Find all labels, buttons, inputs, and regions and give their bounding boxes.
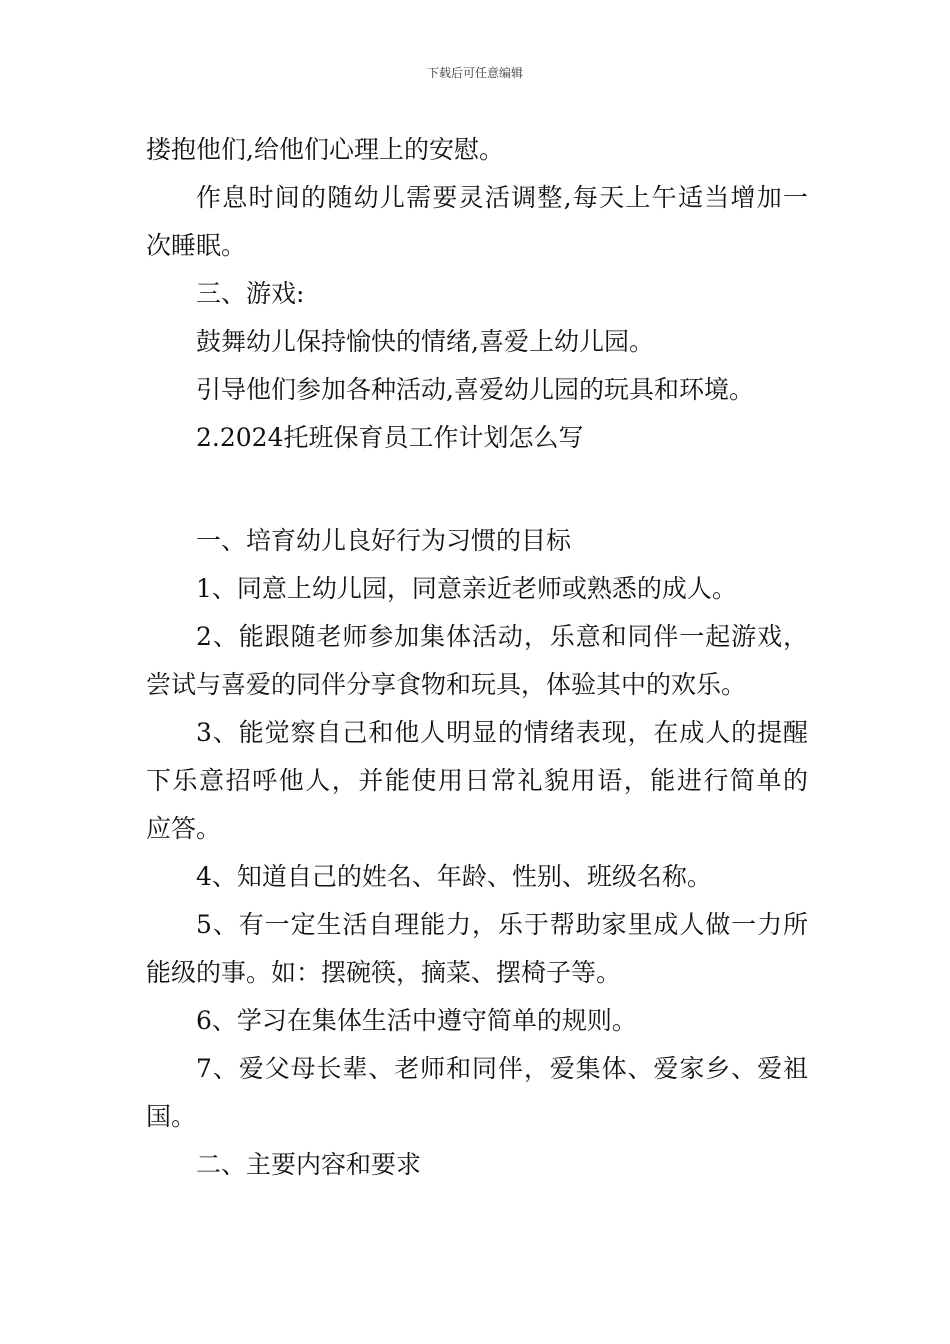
list-item-continuation: 能级的事。如：摆碗筷，摘菜、摆椅子等。 [146,958,622,987]
paragraph-line: 搂抱他们,给他们心理上的安慰。 [146,135,504,164]
list-item-continuation: 国。 [146,1102,197,1131]
list-item: 4、知道自己的姓名、年龄、性别、班级名称。 [196,862,712,891]
list-item: 2、能跟随老师参加集体活动，乐意和同伴一起游戏， [196,622,808,651]
list-item-continuation: 应答。 [146,814,222,843]
list-item: 3、能觉察自己和他人明显的情绪表现，在成人的提醒 [196,718,808,747]
list-item: 1、同意上幼儿园，同意亲近老师或熟悉的成人。 [196,574,737,603]
section-heading: 一、培育幼儿良好行为习惯的目标 [196,526,572,555]
list-item: 6、学习在集体生活中遵守简单的规则。 [196,1006,637,1035]
blank-spacer [146,462,808,517]
list-item-continuation: 尝试与喜爱的同伴分享食物和玩具，体验其中的欢乐。 [146,670,747,699]
page-header-note: 下载后可任意编辑 [426,66,523,80]
list-item-continuation: 下乐意招呼他人，并能使用日常礼貌用语，能进行简单的 [146,766,808,795]
list-item: 7、爱父母长辈、老师和同伴，爱集体、爱家乡、爱祖 [196,1054,808,1083]
document-body [146,126,808,1189]
paragraph-line: 作息时间的随幼儿需要灵活调整,每天上午适当增加一 [196,183,808,212]
list-item: 5、有一定生活自理能力，乐于帮助家里成人做一力所 [196,910,808,939]
section-heading: 三、游戏: [196,279,305,308]
document-subtitle: 2.2024托班保育员工作计划怎么写 [196,423,584,452]
paragraph-line: 鼓舞幼儿保持愉快的情绪,喜爱上幼儿园。 [196,327,654,356]
paragraph-line: 引导他们参加各种活动,喜爱幼儿园的玩具和环境。 [196,375,754,404]
paragraph-line: 次睡眠。 [146,231,247,260]
section-heading: 二、主要内容和要求 [196,1150,422,1179]
